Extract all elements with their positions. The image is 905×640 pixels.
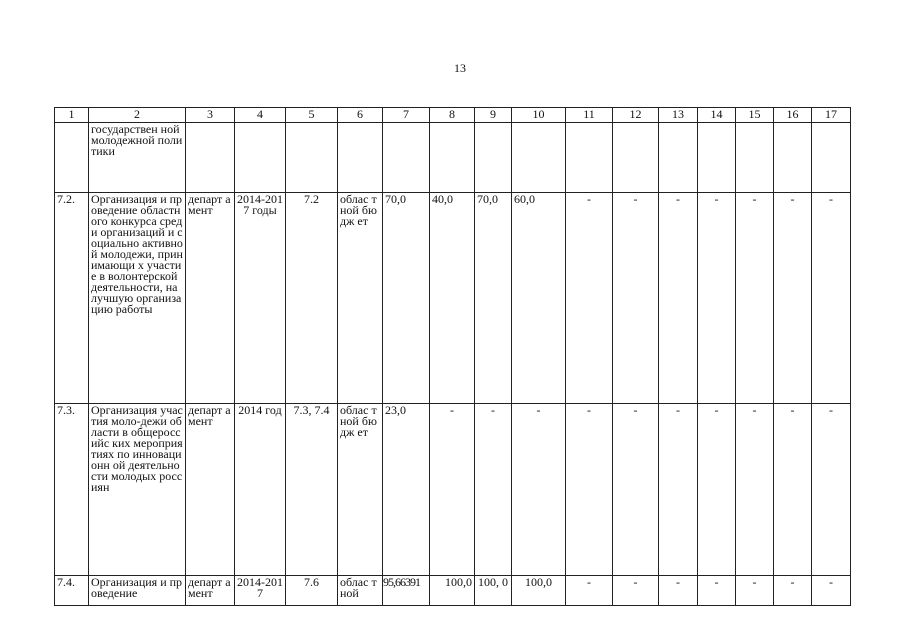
column-header: 6 bbox=[338, 108, 383, 123]
value-cell: - bbox=[812, 193, 851, 404]
value-cell: - bbox=[566, 193, 613, 404]
period: 2014-2017 годы bbox=[235, 193, 286, 404]
value-cell: - bbox=[698, 193, 736, 404]
value-cell: 100, 0 bbox=[475, 576, 512, 606]
value-cell bbox=[613, 123, 659, 193]
page-number: 13 bbox=[454, 61, 466, 75]
value-cell bbox=[512, 123, 566, 193]
column-header: 13 bbox=[659, 108, 698, 123]
row-number bbox=[55, 123, 89, 193]
column-header: 14 bbox=[698, 108, 736, 123]
value-cell bbox=[812, 123, 851, 193]
funding-source: облас тной bbox=[338, 576, 383, 606]
value-cell: - bbox=[812, 576, 851, 606]
value-cell bbox=[774, 123, 812, 193]
value-cell: - bbox=[736, 193, 774, 404]
column-number-row bbox=[55, 108, 851, 123]
measure-name: Организация и проведение областного конкурса среди организаций и социально активной молодежи, принимающи х участие в волонтерской деятельности, на лучшую организацию работы bbox=[89, 193, 186, 404]
value-cell: - bbox=[698, 576, 736, 606]
value-cell: 100,0 bbox=[430, 576, 475, 606]
column-header: 15 bbox=[736, 108, 774, 123]
column-header: 4 bbox=[235, 108, 286, 123]
column-header: 2 bbox=[89, 108, 186, 123]
table-row bbox=[55, 576, 851, 606]
value-cell bbox=[736, 123, 774, 193]
period bbox=[235, 123, 286, 193]
value-cell: - bbox=[774, 576, 812, 606]
value-cell bbox=[698, 123, 736, 193]
row-number: 7.3. bbox=[55, 404, 89, 576]
value-cell: - bbox=[812, 404, 851, 576]
executor: департ амент bbox=[186, 576, 235, 606]
value-cell bbox=[475, 123, 512, 193]
column-header: 7 bbox=[383, 108, 430, 123]
value-cell: - bbox=[774, 193, 812, 404]
value-cell: - bbox=[774, 404, 812, 576]
value-cell: - bbox=[698, 404, 736, 576]
value-cell: 23,0 bbox=[383, 404, 430, 576]
value-cell: 40,0 bbox=[430, 193, 475, 404]
value-cell: - bbox=[613, 193, 659, 404]
column-header: 5 bbox=[286, 108, 338, 123]
value-cell: - bbox=[613, 404, 659, 576]
column-header: 9 bbox=[475, 108, 512, 123]
column-header: 8 bbox=[430, 108, 475, 123]
indicator-ref: 7.6 bbox=[286, 576, 338, 606]
program-budget-table bbox=[54, 107, 851, 606]
value-cell: - bbox=[430, 404, 475, 576]
column-header: 17 bbox=[812, 108, 851, 123]
value-cell: - bbox=[566, 404, 613, 576]
column-header: 3 bbox=[186, 108, 235, 123]
row-number: 7.4. bbox=[55, 576, 89, 606]
value-cell bbox=[659, 123, 698, 193]
funding-source bbox=[338, 123, 383, 193]
column-header: 12 bbox=[613, 108, 659, 123]
measure-name: Организация участия моло-дежи области в общероссийс ких мероприятиях по инновационн ой деятельности молодых россиян bbox=[89, 404, 186, 576]
indicator-ref: 7.3, 7.4 bbox=[286, 404, 338, 576]
value-cell bbox=[566, 123, 613, 193]
value-cell: 60,0 bbox=[512, 193, 566, 404]
table-row bbox=[55, 193, 851, 404]
value-cell: - bbox=[736, 576, 774, 606]
column-header: 1 bbox=[55, 108, 89, 123]
value-cell: - bbox=[659, 576, 698, 606]
row-number: 7.2. bbox=[55, 193, 89, 404]
funding-source: облас тной бюдж ет bbox=[338, 193, 383, 404]
executor: департ амент bbox=[186, 404, 235, 576]
value-cell: 95,66391 bbox=[383, 576, 430, 606]
value-cell: - bbox=[659, 193, 698, 404]
value-cell: 70,0 bbox=[475, 193, 512, 404]
indicator-ref bbox=[286, 123, 338, 193]
measure-name: Организация и проведение bbox=[89, 576, 186, 606]
value-cell: - bbox=[613, 576, 659, 606]
value-cell: - bbox=[736, 404, 774, 576]
indicator-ref: 7.2 bbox=[286, 193, 338, 404]
value-cell: 70,0 bbox=[383, 193, 430, 404]
column-header: 11 bbox=[566, 108, 613, 123]
executor bbox=[186, 123, 235, 193]
value-cell: 100,0 bbox=[512, 576, 566, 606]
table-row bbox=[55, 123, 851, 193]
value-cell: - bbox=[566, 576, 613, 606]
period: 2014 год bbox=[235, 404, 286, 576]
value-cell: - bbox=[659, 404, 698, 576]
value-cell: - bbox=[512, 404, 566, 576]
period: 2014-2017 bbox=[235, 576, 286, 606]
funding-source: облас тной бюдж ет bbox=[338, 404, 383, 576]
measure-name: государствен ной молодежной политики bbox=[89, 123, 186, 193]
value-cell: - bbox=[475, 404, 512, 576]
table-row bbox=[55, 404, 851, 576]
column-header: 10 bbox=[512, 108, 566, 123]
executor: департ амент bbox=[186, 193, 235, 404]
value-cell bbox=[383, 123, 430, 193]
column-header: 16 bbox=[774, 108, 812, 123]
value-cell bbox=[430, 123, 475, 193]
